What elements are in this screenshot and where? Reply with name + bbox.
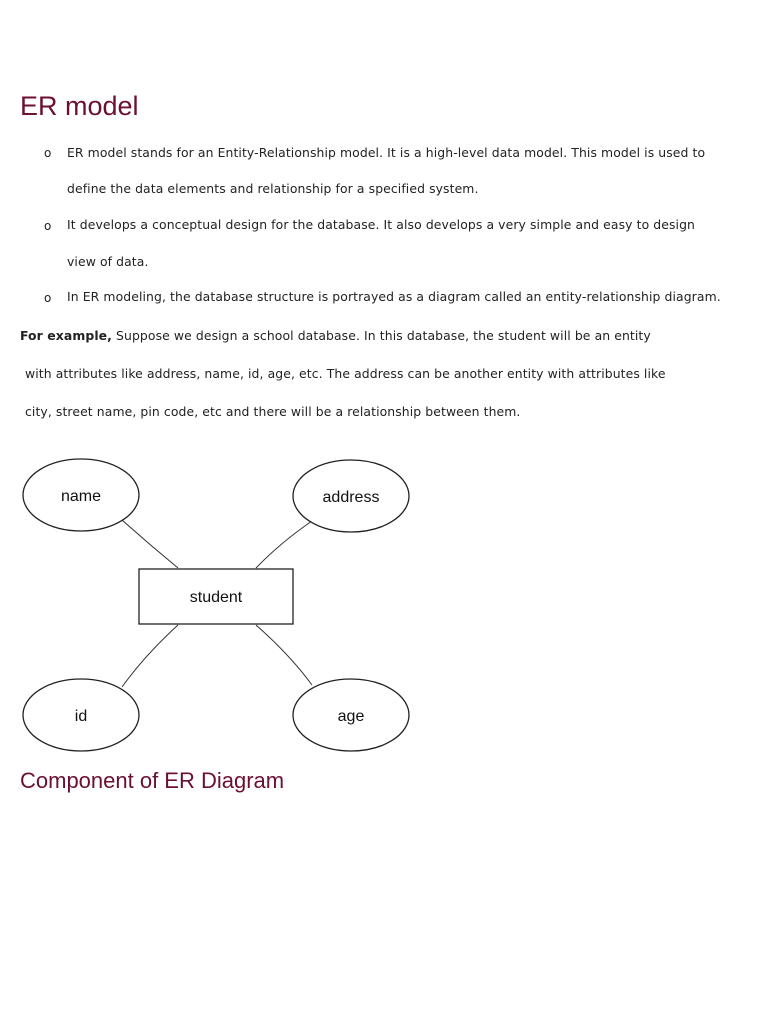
example-text-1: Suppose we design a school database. In this database, the student will be an entity bbox=[112, 328, 651, 343]
bullet-2-line-2: view of data. bbox=[67, 254, 149, 269]
page-title: ER model bbox=[20, 91, 139, 121]
example-line-1 bbox=[20, 328, 651, 344]
example-label: For example, bbox=[20, 328, 112, 343]
bullet-1-line-2: define the data elements and relationship for a specified system. bbox=[67, 181, 479, 196]
connector-name bbox=[122, 520, 178, 568]
attribute-age-label: age bbox=[337, 708, 365, 725]
connector-id bbox=[122, 625, 178, 687]
bullet-2-line-1: It develops a conceptual design for the database. It also develops a very simple and easy to design bbox=[67, 217, 696, 232]
er-diagram bbox=[0, 440, 440, 760]
entity-student-label: student bbox=[189, 589, 243, 606]
attribute-address-label: address bbox=[322, 489, 380, 506]
bullet-3-line-1: In ER modeling, the database structure is portrayed as a diagram called an entity-relationship diagram. bbox=[67, 289, 721, 304]
connector-age bbox=[256, 625, 312, 685]
attribute-id-label: id bbox=[74, 708, 88, 725]
example-line-2: with attributes like address, name, id, age, etc. The address can be another entity with attributes like bbox=[25, 366, 666, 381]
bullet-marker: o bbox=[44, 291, 52, 305]
bullet-marker: o bbox=[44, 146, 52, 160]
bullet-1-line-1: ER model stands for an Entity-Relationship model. It is a high-level data model. This model is used to bbox=[67, 145, 706, 160]
section-heading: Component of ER Diagram bbox=[20, 768, 285, 793]
connector-address bbox=[256, 521, 312, 568]
attribute-name-label: name bbox=[60, 488, 102, 505]
example-line-3: city, street name, pin code, etc and there will be a relationship between them. bbox=[25, 404, 521, 419]
bullet-marker: o bbox=[44, 219, 52, 233]
